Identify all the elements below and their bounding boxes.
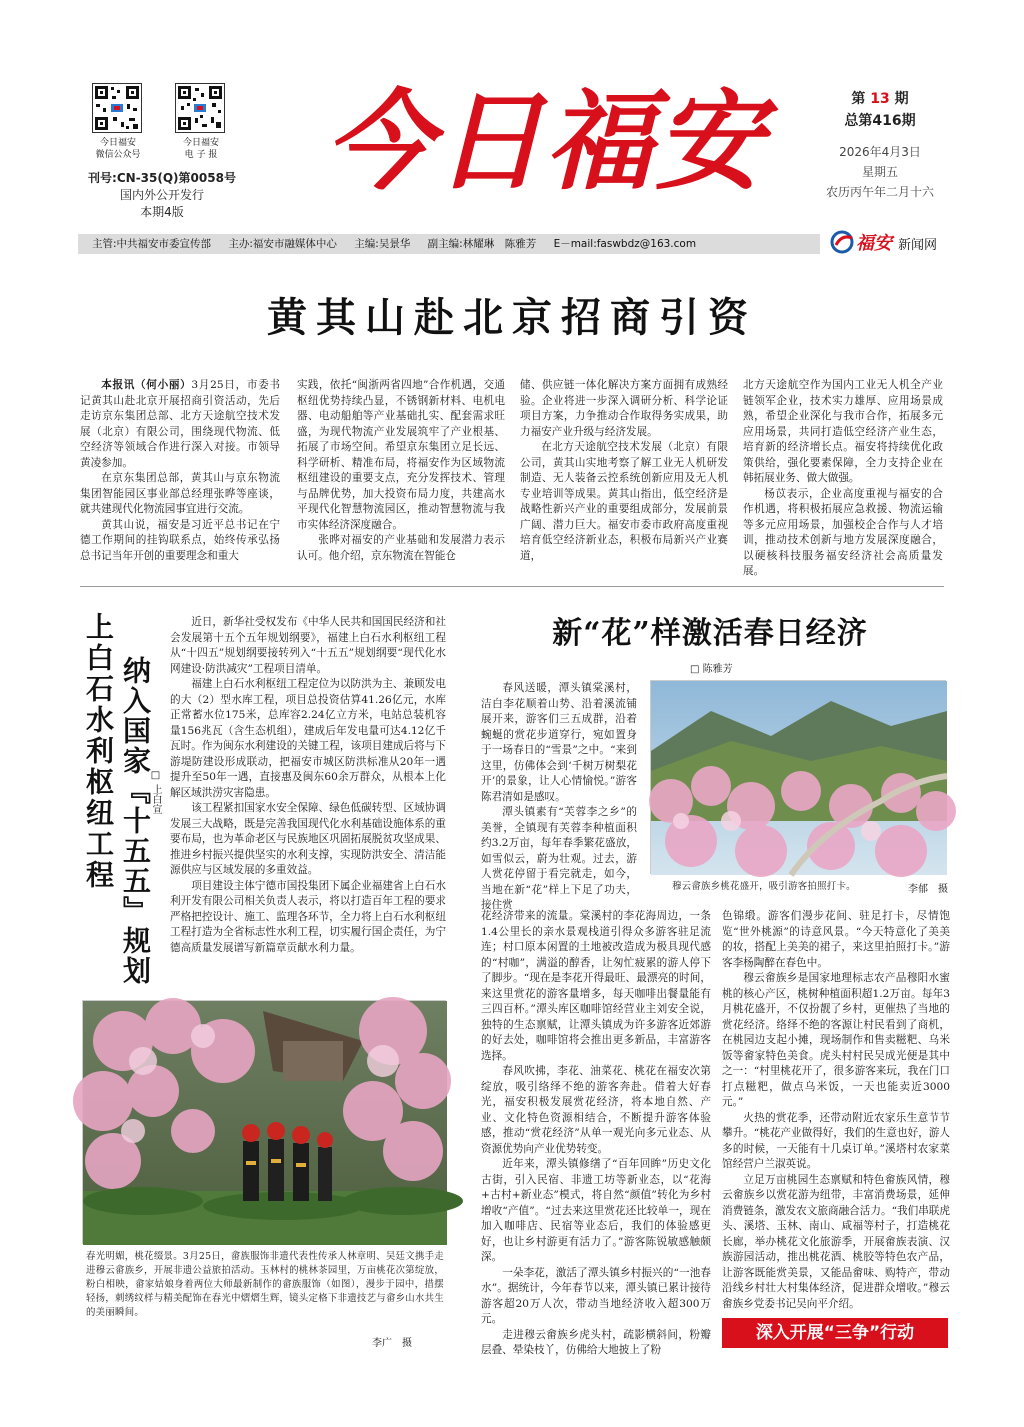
right-photo-credit: 李郁 摄 [908, 884, 948, 895]
main-headline: 黄其山赴北京招商引资 [267, 294, 757, 341]
main-article-col2: 实践，依托“闽浙两省四地”合作机遇，交通枢纽优势持续凸显，不锈钢新材料、电机电器、电动船舶等产业基础扎实、配套需求旺盛，为现代物流产业发展筑牢了产业根基、拓展了市场空间。希望京东集团立足长远、科学研析、精准布局，将福安作为区域物流枢纽建设的重要支点，充分发挥技术、管理与品牌优势，加大投资布局力度，共建高水平现代化智慧物流园区，推动智慧物流与我市实体经济深度融合。 张晔对福安的产业基础和发展潜力表示认可。他介绍，京东物流在智能仓 [297, 379, 505, 562]
sponsor: 主管:中共福安市委宣传部 [92, 238, 212, 250]
main-byline: 本报讯（何小丽） [101, 379, 192, 391]
logo-suffix: 新闻网 [898, 238, 938, 253]
wechat-qr-caption: 今日福安 微信公众号 [95, 138, 141, 160]
peach-blossom-photo [650, 680, 946, 874]
issue-date: 2026年4月3日 [839, 145, 921, 159]
logo-brand: 福安 [856, 233, 892, 254]
dam-headline-b: 纳入国家『十五五』规划 [119, 656, 152, 986]
main-article-col1: 本报讯（何小丽）3月25日，市委书记黄其山赴北京开展招商引资活动，先后走访京东集团总部、北方天途航空技术发展（北京）有限公司，围绕现代物流、低空经济等领域合作进行深入对接。市领导黄凌参加。 在京东集团总部，黄其山与京东物流集团智能园区事业部总经理张晔等座谈，就共建现代化物流园事宜进行交流。 黄其山说，福安是习近平总书记在宁德工作期间的挂钩联系点，始终传承弘扬总书记当年开创的重要理念和重大 [80, 379, 280, 562]
wechat-qr-code-icon [92, 83, 142, 133]
total-issue: 总第416期 [844, 113, 916, 129]
issue-weekday: 星期五 [861, 165, 898, 179]
page-count: 本期4版 [140, 205, 184, 219]
deputy-editor: 副主编:林耀琳 陈雅芳 [427, 238, 537, 250]
issue-info [820, 88, 940, 202]
right-photo-caption: 穆云畲族乡桃花盛开，吸引游客拍照打卡。 [672, 881, 856, 892]
organizer: 主办:福安市融媒体中心 [228, 238, 337, 250]
lunar-date: 农历丙午年二月十六 [825, 185, 934, 199]
publication-info [78, 170, 246, 221]
contact-email: E－mail:faswbdz@163.com [553, 238, 697, 250]
main-article-col3: 储、供应链一体化解决方案方面拥有成熟经验。企业将进一步深入调研分析、科学论证项目方案，力争推动合作取得务实成果，助力福安产业升级与经济发展。 在北方天途航空技术发展（北京）有限公司，黄其山实地考察了解工业无人机研发制造、无人装备云控系统创新应用及无人机专业培训等成果。黄其山指出，低空经济是战略性新兴产业的重要组成部分，发展前景广阔、潜力巨大。福安市委市政府高度重视培育低空经济新业态，积极布局新兴产业赛道， [520, 379, 728, 562]
flower-col1-bottom: 花经济带来的流量。棠溪村的李花海周边，一条1.4公里长的亲水景观栈道引得众多游客驻足流连；村口原本闲置的土地被改造成为极具现代感的“村咖”，满溢的醇香，让匆忙疲累的游人停下了脚步。“现在是李花开得最旺、最漂亮的时间，来这里赏花的游客量增多，每天咖啡出餐量能有三四百杯。”潭头库区咖啡馆经营业主刘安全说，独特的生态禀赋，让潭头镇成为许多游客近郊游的好去处，咖啡馆将会推出更多新品，丰富游客选择。 春风吹拂，李花、油菜花、桃花在福安次第绽放，吸引络绎不绝的游客奔赴。借着大好春光，福安积极发展赏花经济，将本地自然、产业、文化特色资源相结合，不断提升游客体验感，推动“赏花经济”从单一观光向多元业态、从资源优势向产业优势转变。 近年来，潭头镇修缮了“百年回眸”历史文化古街，引入民宿、非遗工坊等新业态，以“花海+古村+新业态”模式，将自然“颜值”转化为乡村增收“产值”。“过去来这里赏花还比较单一，现在加入咖啡店、民宿等业态后，我们的体验感更好，也让乡村游更有活力了。”游客陈锐敏感触颇深。 一朵李花，激活了潭头镇乡村振兴的“一池春水”。据统计，今年春节以来，潭头镇已累计接待游客超20万人次，带动当地经济收入超300万元。 走进穆云畲族乡虎头村，疏影横斜间，粉瓣层叠、晕染枝丫，仿佛给大地披上了粉 [481, 910, 711, 1356]
dam-headline-a: 上白石水利枢纽工程 [82, 612, 115, 891]
ethnic-costume-photo [82, 1000, 446, 1244]
flower-headline: 新“花”样激活春日经济 [552, 616, 868, 651]
flower-col1-top: 春风送暖，潭头镇棠溪村，洁白李花顺着山势、沿着溪流铺展开来，游客们三五成群，沿着蜿蜒的赏花步道穿行，宛如置身于一场春日的“雪景”之中。“来到这里，仿佛体会到‘千树万树梨花开’的景象，让人心情愉悦。”游客陈君清如是感叹。 潭头镇素有“芙蓉李之乡”的美誉，全镇现有芙蓉李种植面积约3.2万亩，每年春季繁花盛放，如雪似云，蔚为壮观。过去，游人赏花停留于看完就走，如今，当地在新“花”样上下足了功夫，接住赏 [481, 682, 637, 911]
dam-byline: □ 上白宣 [150, 770, 161, 815]
epaper-qr-caption: 今日福安 电 子 报 [182, 138, 219, 160]
staff-info-bar [78, 234, 820, 254]
left-photo-caption: 春光明媚，桃花缀景。3月25日，畲族服饰非遗代表性传承人林章明、吴廷文携手走进穆云畲族乡，开展非遗公益旅拍活动。玉林村的桃林茶园里，万亩桃花次第绽放，粉白相映，畲家姑娘身着两位大师最新制作的畲族服饰（如图），漫步于园中，措摆轻扬，刺绣纹样与精美配饰在春光中熠熠生辉，镜头定格下非遗技艺与畲乡山水共生的美丽瞬间。 [86, 1251, 444, 1318]
chief-editor: 主编:吴景华 [354, 238, 411, 250]
logo-swirl-icon [830, 230, 856, 254]
registration-number: 刊号:CN-35(Q)第0058号 [88, 171, 236, 185]
news-site-logo[interactable] [830, 228, 960, 256]
epaper-qr-code-icon [175, 83, 225, 133]
main-article-col4: 北方天途航空作为国内工业无人机全产业链领军企业，技术实力雄厚、应用场景成熟，希望企业深化与我市合作，拓展多元应用场景，共同打造低空经济产业生态，培育新的经济增长点。福安将持续优化政策供给，强化要素保障，全力支持企业在韩拓展业务、做大做强。 杨苡表示，企业高度重视与福安的合作机遇，将积极拓展应急救援、物流运输等多元应用场景，加强校企合作与人才培训，推动技术创新与地方发展深度融合，以硬核科技服务福安经济社会高质量发展。 [743, 379, 943, 577]
dam-article-body: 近日，新华社受权发布《中华人民共和国国民经济和社会发展第十五个五年规划纲要》，福建上白石水利枢纽工程从“十四五”规划纲要接转列入“十五五”规划纲要“现代化水网建设·防洪减灾”工程项目清单。 福建上白石水利枢纽工程定位为以防洪为主、兼顾发电的大（2）型水库工程，项目总投资估算41.26亿元，水库正常蓄水位175米，总库容2.24亿立方米，电站总装机容量156兆瓦（含生态机组），建成后年发电量可达4.12亿千瓦时。作为闽东水利建设的关键工程，该项目建成后将与下游堤防建设形成联动，把福安市城区防洪标准从20年一遇提升至50年一遇，直接惠及闽东60余万群众，从根本上化解区域洪涝灾害隐患。 该工程紧扣国家水安全保障、绿色低碳转型、区域协调发展三大战略，既是完善我国现代化水利基础设施体系的重要布局，也为革命老区与民族地区巩固拓展脱贫攻坚成果、推进乡村振兴提供坚实的水利支撑，实现防洪安全、清洁能源供应与区域发展的多重效益。 项目建设主体宁德市国投集团下属企业福建省上白石水利开发有限公司相关负责人表示，将以打造百年工程的要求严格把控设计、施工、监理各环节，全力将上白石水利枢纽工程打造为全省标志性水利工程，切实履行国企责任，为宁德高质量发展谱写新篇章贡献水利力量。 [170, 616, 446, 954]
flower-byline: □ 陈雅芳 [690, 664, 733, 675]
section-divider [80, 586, 944, 587]
issue-number: 第 13 期 [851, 91, 909, 107]
distribution: 国内外公开发行 [119, 188, 204, 202]
left-photo-credit: 李广 摄 [372, 1338, 412, 1349]
masthead-title: 今日福安 [324, 79, 765, 205]
campaign-banner[interactable]: 深入开展“三争”行动 [722, 1318, 948, 1348]
flower-col2: 色锦缎。游客们漫步花间、驻足打卡，尽情饱览“世外桃源”的诗意风景。“今天特意化了美美的妆，搭配上美美的裙子，来这里拍照打卡。”游客李杨陶醉在春色中。 穆云畲族乡是国家地理标志农产品穆阳水蜜桃的核心产区，桃树种植面积超1.2万亩。每年3月桃花盛开，不仅扮靓了乡村，更催热了当地的赏花经济。络绎不绝的客源让村民看到了商机，在桃园边支起小摊，现场制作和售卖糍粑、乌米饭等畲家特色美食。虎头村村民吴成光便是其中之一：“村里桃花开了，很多游客来玩，我在门口打点糍粑，做点乌米饭，一天也能卖近3000元。” 火热的赏花季，还带动附近农家乐生意节节攀升。“桃花产业做得好，我们的生意也好，游人多的时候，一天能有十几桌订单。”溪塔村农家菜馆经营户兰淑英说。 立足万亩桃园生态禀赋和特色畲族风情，穆云畲族乡以赏花游为纽带，丰富消费场景，延伸消费链条，激发农文旅商融合活力。“我们串联虎头、溪塔、玉林、南山、咸福等村子，打造桃花长廊，举办桃花文化旅游季，开展畲族表演、汉族游园活动，推出桃花酒、桃胶等特色农产品，让游客既能赏美景，又能品畲味、购特产，带动沿线乡村壮大村集体经济，促进群众增收。”穆云畲族乡党委书记吴向平介绍。 [722, 910, 950, 1310]
